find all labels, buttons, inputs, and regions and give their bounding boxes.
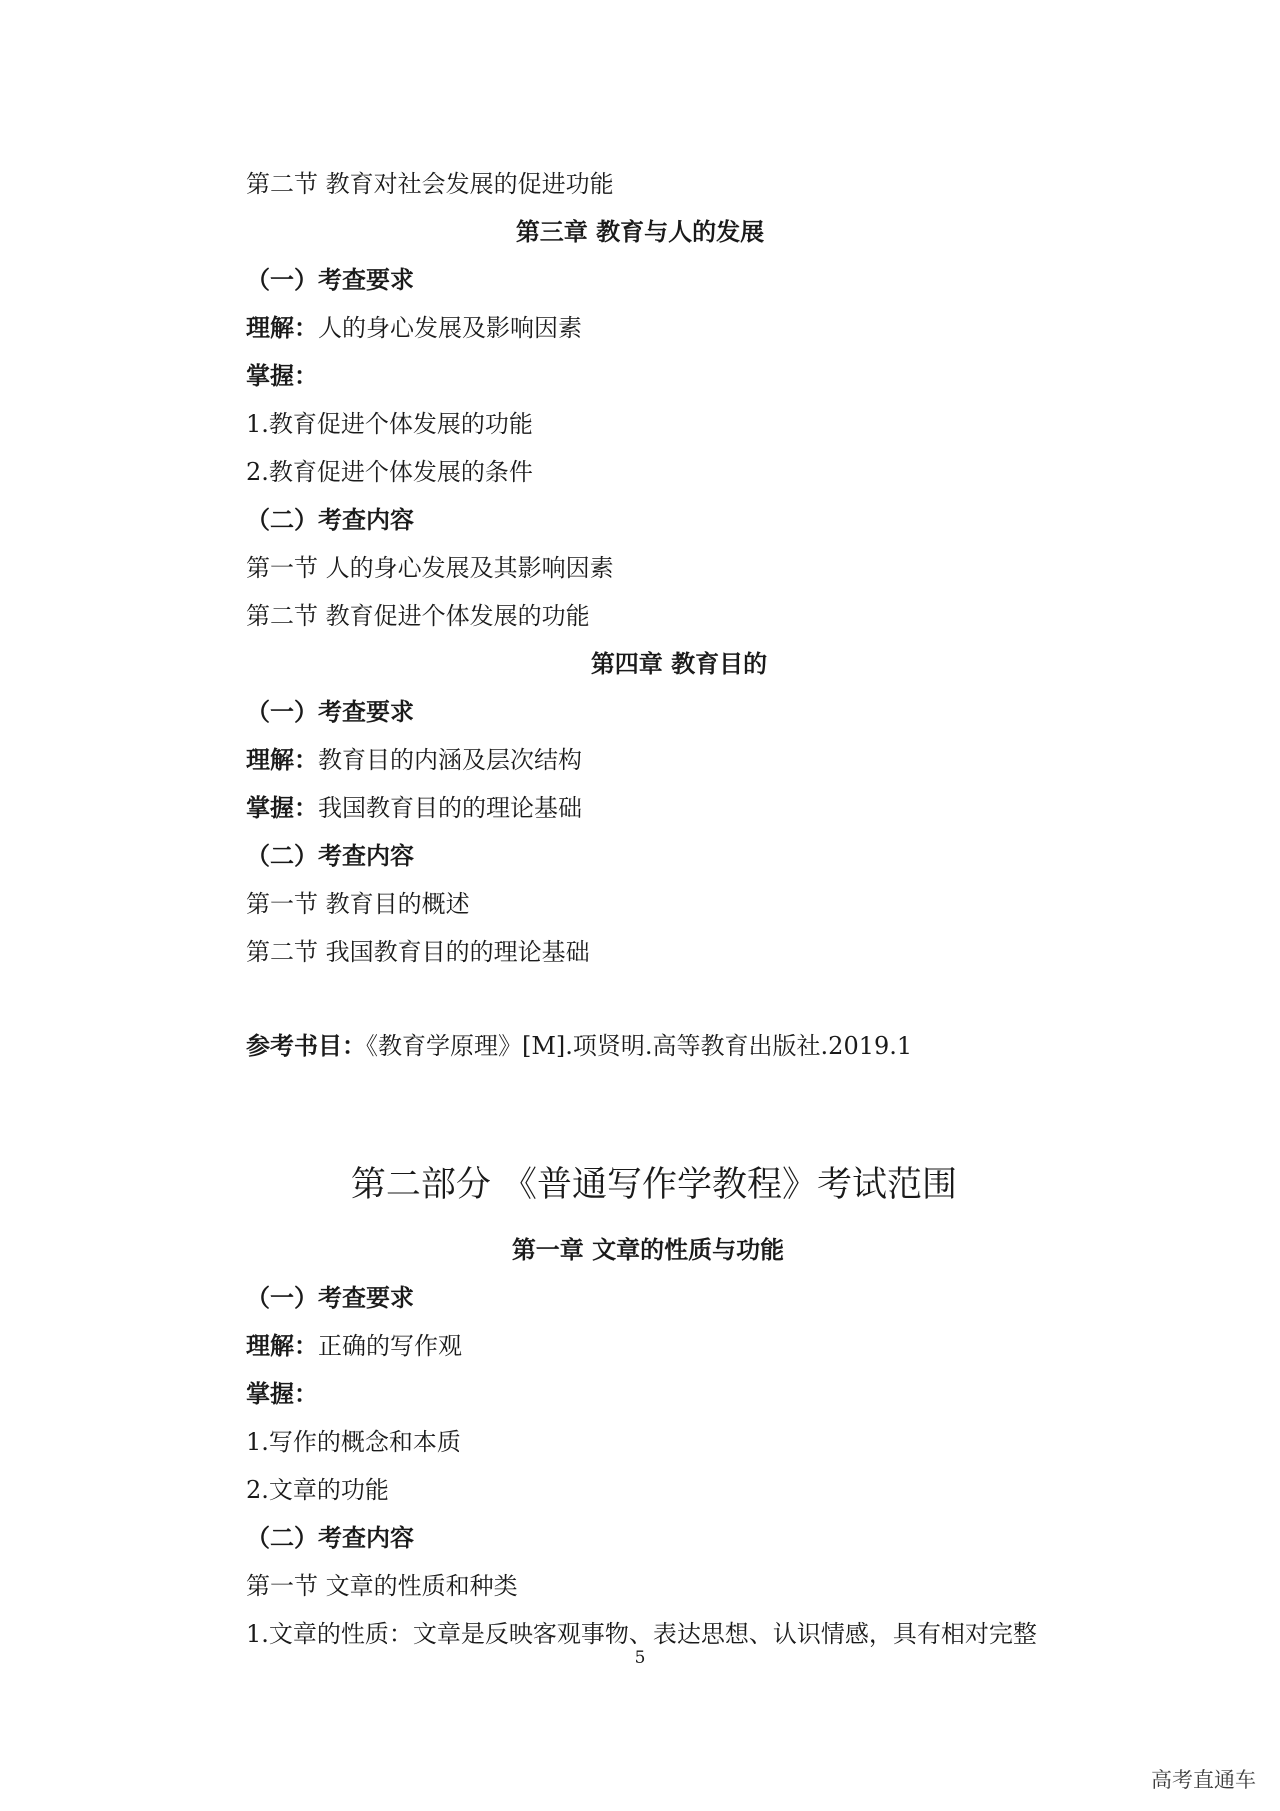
subsection-heading: （一）考查要求 [246, 697, 414, 726]
section-line: 第二节 教育对社会发展的促进功能 [246, 170, 614, 198]
chapter-heading: 第一章 文章的性质与功能 [511, 1235, 785, 1264]
master-text: 我国教育目的的理论基础 [318, 794, 582, 822]
section-line: 第一节 人的身心发展及其影响因素 [246, 554, 614, 582]
section-line: 第二节 教育促进个体发展的功能 [246, 602, 590, 630]
understand-label: 理解： [246, 313, 318, 342]
requirement-line [246, 310, 582, 346]
list-item: 1.教育促进个体发展的功能 [246, 410, 533, 438]
understand-label: 理解： [246, 745, 318, 774]
understand-label: 理解： [246, 1331, 318, 1360]
chapter-heading: 第四章 教育目的 [590, 649, 768, 678]
watermark: 高考直通车 [1151, 1768, 1256, 1792]
page-number: 5 [634, 1648, 646, 1668]
master-label: 掌握： [246, 793, 318, 822]
section-line: 第一节 教育目的概述 [246, 890, 470, 918]
master-label: 掌握： [246, 1379, 318, 1408]
reference-text: 《教育学原理》[M].项贤明.高等教育出版社.2019.1 [366, 1032, 913, 1060]
part-title: 第二部分 《普通写作学教程》考试范围 [350, 1165, 958, 1205]
list-item: 2.教育促进个体发展的条件 [246, 458, 533, 486]
paragraph-line: 1.文章的性质：文章是反映客观事物、表达思想、认识情感，具有相对完整 [246, 1620, 1037, 1648]
section-line: 第一节 文章的性质和种类 [246, 1572, 518, 1600]
subsection-heading: （二）考查内容 [246, 505, 414, 534]
understand-text: 教育目的内涵及层次结构 [318, 746, 582, 774]
subsection-heading: （一）考查要求 [246, 265, 414, 294]
section-line: 第二节 我国教育目的的理论基础 [246, 938, 590, 966]
master-label: 掌握： [246, 361, 318, 390]
subsection-heading: （二）考查内容 [246, 841, 414, 870]
subsection-heading: （一）考查要求 [246, 1283, 414, 1312]
requirement-line [246, 1328, 462, 1364]
list-item: 1.写作的概念和本质 [246, 1428, 461, 1456]
understand-text: 人的身心发展及影响因素 [318, 314, 582, 342]
requirement-line [246, 742, 582, 778]
understand-text: 正确的写作观 [318, 1332, 462, 1360]
requirement-line [246, 790, 582, 826]
reference-label: 参考书目： [246, 1031, 366, 1060]
reference-line [246, 1028, 912, 1064]
list-item: 2.文章的功能 [246, 1476, 389, 1504]
subsection-heading: （二）考查内容 [246, 1523, 414, 1552]
chapter-heading: 第三章 教育与人的发展 [515, 217, 765, 246]
